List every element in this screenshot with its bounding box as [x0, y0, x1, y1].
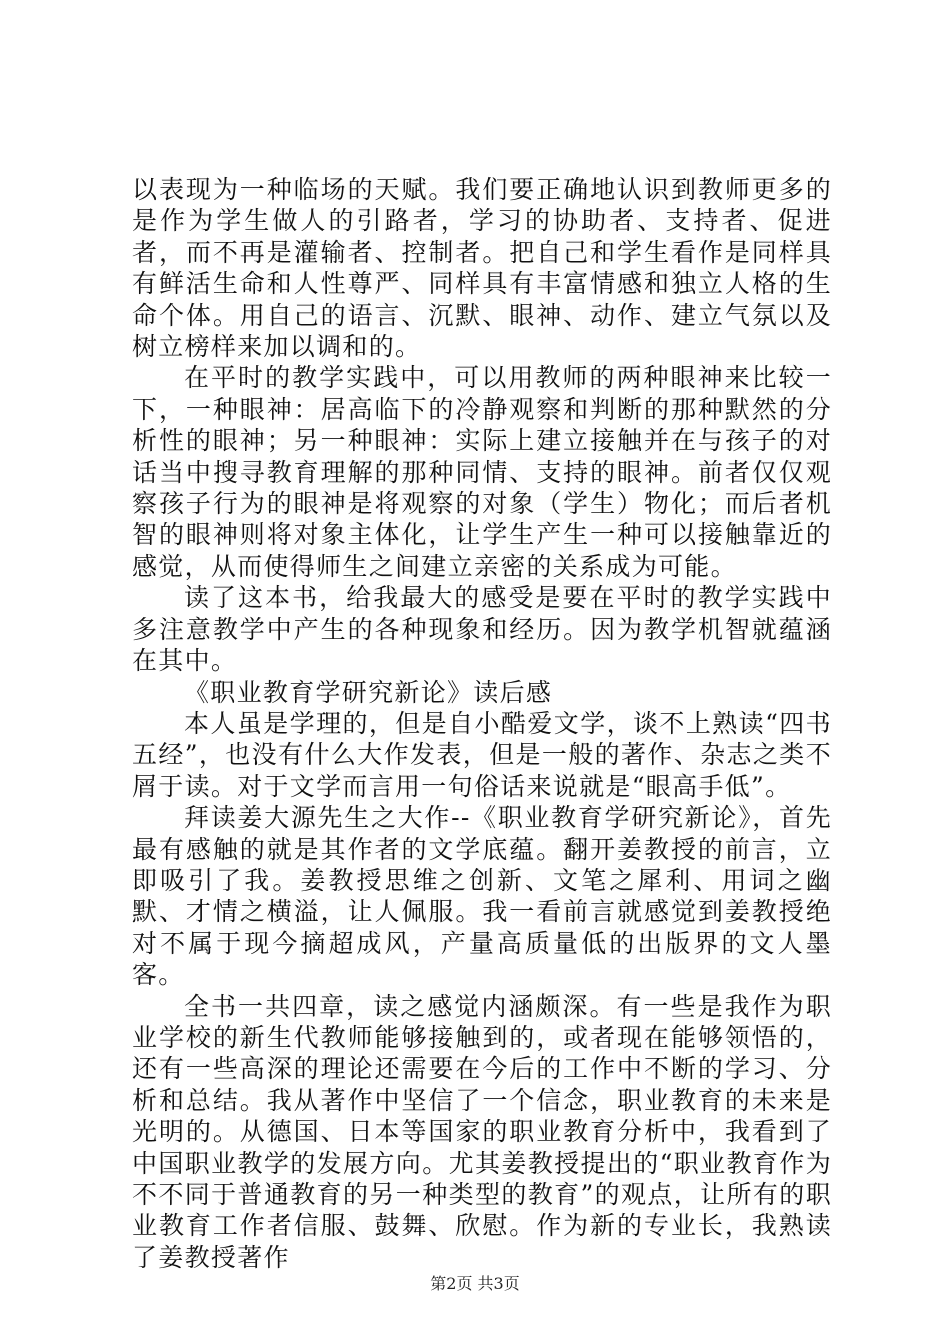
page-number-footer: 第2页 共3页 [430, 1274, 520, 1293]
paragraph-5: 本人虽是学理的，但是自小酷爱文学，谈不上熟读“四书五经”，也没有什么大作发表，但是一般的著作、杂志之类不屑于读。对于文学而言用一句俗话来说就是“眼高手低”。 [132, 708, 832, 801]
paragraph-3: 读了这本书，给我最大的感受是要在平时的教学实践中多注意教学中产生的各种现象和经历。因为教学机智就蕴涵在其中。 [132, 583, 832, 676]
paragraph-1: 以表现为一种临场的天赋。我们要正确地认识到教师更多的是作为学生做人的引路者，学习的协助者、支持者、促进者，而不再是灌输者、控制者。把自己和学生看作是同样具有鲜活生命和人性尊严、同样具有丰富情感和独立人格的生命个体。用自己的语言、沉默、眼神、动作、建立气氛以及树立榜样来加以调和的。 [132, 175, 832, 362]
section-title: 《职业教育学研究新论》读后感 [184, 677, 553, 707]
document-body [132, 174, 832, 1273]
paragraph-6: 拜读姜大源先生之大作--《职业教育学研究新论》，首先最有感触的就是其作者的文学底蕴。翻开姜教授的前言，立即吸引了我。姜教授思维之创新、文笔之犀利、用词之幽默、才情之横溢，让人佩服。我一看前言就感觉到姜教授绝对不属于现今摘超成风，产量高质量低的出版界的文人墨客。 [132, 803, 832, 990]
paragraph-7: 全书一共四章，读之感觉内涵颇深。有一些是我作为职业学校的新生代教师能够接触到的，或者现在能够领悟的，还有一些高深的理论还需要在今后的工作中不断的学习、分析和总结。我从著作中坚信了一个信念，职业教育的未来是光明的。从德国、日本等国家的职业教育分析中，我看到了中国职业教学的发展方向。尤其姜教授提出的“职业教育作为不不同于普通教育的另一种类型的教育”的观点，让所有的职业教育工作者信服、鼓舞、欣慰。作为新的专业长，我熟读了姜教授著作 [132, 991, 832, 1272]
paragraph-2: 在平时的教学实践中，可以用教师的两种眼神来比较一下，一种眼神：居高临下的冷静观察和判断的那种默然的分析性的眼神；另一种眼神：实际上建立接触并在与孩子的对话当中搜寻教育理解的那种同情、支持的眼神。前者仅仅观察孩子行为的眼神是将观察的对象（学生）物化；而后者机智的眼神则将对象主体化，让学生产生一种可以接触靠近的感觉，从而使得师生之间建立亲密的关系成为可能。 [132, 363, 832, 581]
